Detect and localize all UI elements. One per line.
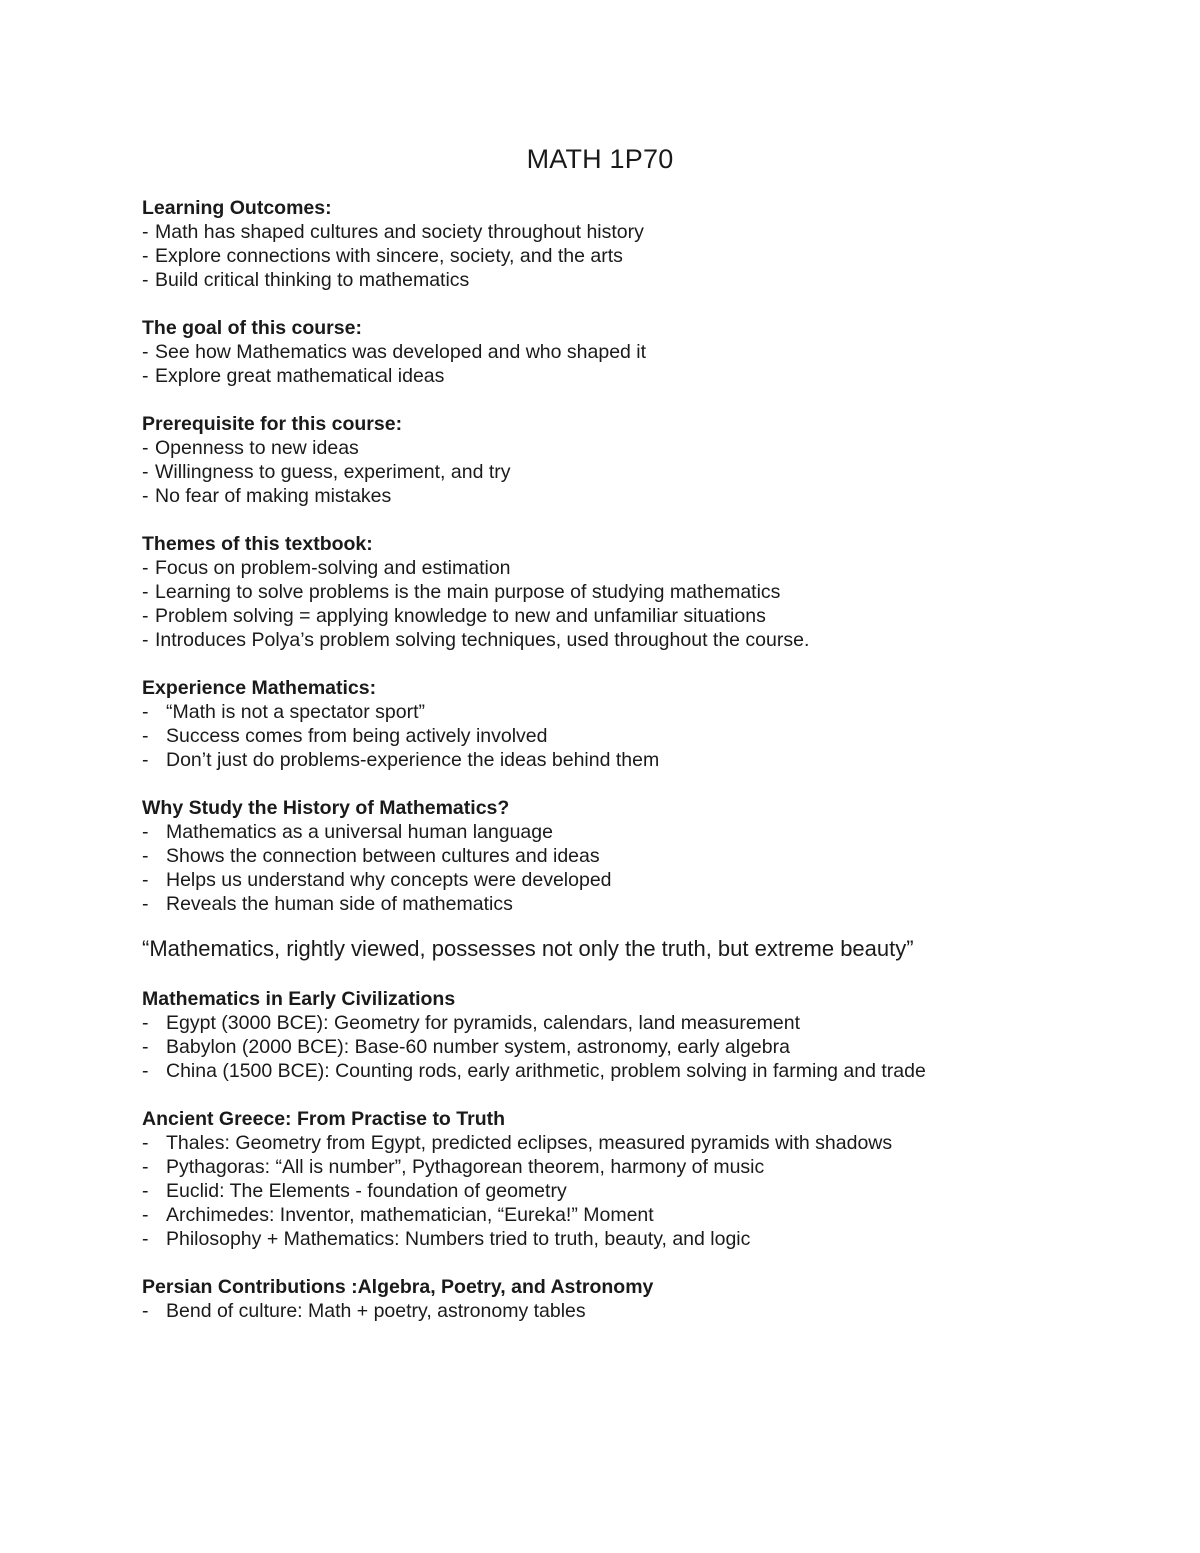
- bullet-list: [142, 1131, 1142, 1251]
- list-item: [142, 748, 1142, 772]
- list-item-text: Thales: Geometry from Egypt, predicted eclipses, measured pyramids with shadows: [166, 1132, 893, 1154]
- bullet-list: [142, 556, 1142, 652]
- list-item-text: Mathematics as a universal human language: [166, 821, 553, 843]
- bullet-list: [142, 436, 1142, 508]
- list-item-text: Willingness to guess, experiment, and try: [155, 461, 511, 483]
- bullet-dash: -: [142, 845, 149, 867]
- section-heading: Learning Outcomes:: [142, 197, 332, 219]
- bullet-dash: -: [142, 1300, 149, 1322]
- list-item: [142, 436, 1142, 460]
- list-item: [142, 604, 1142, 628]
- list-item-text: Math has shaped cultures and society throughout history: [155, 221, 644, 243]
- bullet-dash: -: [142, 1012, 149, 1034]
- list-item-text: Introduces Polya’s problem solving techniques, used throughout the course.: [155, 629, 810, 651]
- bullet-dash: -: [142, 1180, 149, 1202]
- list-item: [142, 1131, 1142, 1155]
- section-heading: Prerequisite for this course:: [142, 413, 403, 435]
- bullet-dash: -: [142, 1060, 149, 1082]
- list-item: [142, 1155, 1142, 1179]
- list-item-text: Don’t just do problems-experience the ideas behind them: [166, 749, 660, 771]
- list-item-text: Explore connections with sincere, society, and the arts: [155, 245, 623, 267]
- list-item-text: Explore great mathematical ideas: [155, 365, 445, 387]
- section-heading: Persian Contributions :Algebra, Poetry, and Astronomy: [142, 1276, 654, 1298]
- list-item: [142, 844, 1142, 868]
- bullet-list: [142, 220, 1142, 292]
- bullet-dash: -: [142, 581, 149, 603]
- document-body: [142, 196, 1142, 1347]
- list-item: [142, 724, 1142, 748]
- bullet-list: [142, 1011, 1142, 1083]
- bullet-dash: -: [142, 701, 149, 723]
- bullet-dash: -: [142, 821, 149, 843]
- list-item-text: No fear of making mistakes: [155, 485, 392, 507]
- list-item-text: Success comes from being actively involved: [166, 725, 548, 747]
- bullet-dash: -: [142, 1228, 149, 1250]
- section-experience-mathematics: [142, 676, 1142, 772]
- list-item-text: Shows the connection between cultures and ideas: [166, 845, 600, 867]
- section-why-study-history: [142, 796, 1142, 916]
- list-item-text: Learning to solve problems is the main purpose of studying mathematics: [155, 581, 781, 603]
- bullet-list: [142, 1299, 1142, 1323]
- bullet-dash: -: [142, 749, 149, 771]
- list-item: [142, 868, 1142, 892]
- section-ancient-greece: [142, 1107, 1142, 1251]
- bullet-dash: -: [142, 1204, 149, 1226]
- list-item: [142, 1011, 1142, 1035]
- list-item-text: Archimedes: Inventor, mathematician, “Eureka!” Moment: [166, 1204, 654, 1226]
- list-item-text: Egypt (3000 BCE): Geometry for pyramids, calendars, land measurement: [166, 1012, 801, 1034]
- list-item: [142, 1035, 1142, 1059]
- section-early-civilizations: [142, 987, 1142, 1083]
- list-item-text: See how Mathematics was developed and who shaped it: [155, 341, 647, 363]
- bullet-dash: -: [142, 245, 149, 267]
- list-item: [142, 1179, 1142, 1203]
- bullet-dash: -: [142, 1132, 149, 1154]
- section-heading: Why Study the History of Mathematics?: [142, 797, 510, 819]
- list-item-text: Philosophy + Mathematics: Numbers tried to truth, beauty, and logic: [166, 1228, 751, 1250]
- list-item-text: China (1500 BCE): Counting rods, early arithmetic, problem solving in farming and trade: [166, 1060, 926, 1082]
- list-item-text: Pythagoras: “All is number”, Pythagorean theorem, harmony of music: [166, 1156, 765, 1178]
- list-item: [142, 364, 1142, 388]
- list-item: [142, 484, 1142, 508]
- list-item-text: Openness to new ideas: [155, 437, 359, 459]
- list-item-text: Problem solving = applying knowledge to new and unfamiliar situations: [155, 605, 766, 627]
- bullet-dash: -: [142, 437, 149, 459]
- list-item-text: Euclid: The Elements - foundation of geometry: [166, 1180, 567, 1202]
- list-item: [142, 460, 1142, 484]
- section-heading: Ancient Greece: From Practise to Truth: [142, 1108, 506, 1130]
- list-item: [142, 556, 1142, 580]
- bullet-dash: -: [142, 629, 149, 651]
- bullet-dash: -: [142, 725, 149, 747]
- list-item: [142, 892, 1142, 916]
- bullet-list: [142, 340, 1142, 388]
- list-item: [142, 1299, 1142, 1323]
- list-item-text: “Math is not a spectator sport”: [166, 701, 426, 723]
- list-item: [142, 220, 1142, 244]
- list-item-text: Helps us understand why concepts were developed: [166, 869, 612, 891]
- bullet-dash: -: [142, 869, 149, 891]
- bullet-dash: -: [142, 557, 149, 579]
- section-course-goal: [142, 316, 1142, 388]
- list-item: [142, 1227, 1142, 1251]
- list-item: [142, 268, 1142, 292]
- list-item: [142, 820, 1142, 844]
- bullet-dash: -: [142, 461, 149, 483]
- bullet-dash: -: [142, 1036, 149, 1058]
- section-textbook-themes: [142, 532, 1142, 652]
- section-heading: Themes of this textbook:: [142, 533, 373, 555]
- bullet-dash: -: [142, 893, 149, 915]
- section-heading: The goal of this course:: [142, 317, 362, 339]
- page-title: MATH 1P70: [526, 144, 674, 174]
- section-prerequisite: [142, 412, 1142, 508]
- list-item: [142, 1203, 1142, 1227]
- list-item-text: Build critical thinking to mathematics: [155, 269, 470, 291]
- bullet-dash: -: [142, 1156, 149, 1178]
- quote: “Mathematics, rightly viewed, possesses not only the truth, but extreme beauty”: [142, 936, 914, 961]
- bullet-list: [142, 700, 1142, 772]
- bullet-dash: -: [142, 341, 149, 363]
- bullet-dash: -: [142, 605, 149, 627]
- list-item-text: Focus on problem-solving and estimation: [155, 557, 511, 579]
- list-item: [142, 340, 1142, 364]
- list-item: [142, 244, 1142, 268]
- section-heading: Mathematics in Early Civilizations: [142, 988, 456, 1010]
- list-item: [142, 700, 1142, 724]
- bullet-list: [142, 820, 1142, 916]
- list-item-text: Babylon (2000 BCE): Base-60 number system, astronomy, early algebra: [166, 1036, 790, 1058]
- list-item-text: Reveals the human side of mathematics: [166, 893, 513, 915]
- list-item: [142, 628, 1142, 652]
- list-item: [142, 1059, 1142, 1083]
- list-item: [142, 580, 1142, 604]
- list-item-text: Bend of culture: Math + poetry, astronomy tables: [166, 1300, 586, 1322]
- bullet-dash: -: [142, 269, 149, 291]
- section-persian-contributions: [142, 1275, 1142, 1323]
- section-heading: Experience Mathematics:: [142, 677, 377, 699]
- bullet-dash: -: [142, 365, 149, 387]
- bullet-dash: -: [142, 221, 149, 243]
- bullet-dash: -: [142, 485, 149, 507]
- section-learning-outcomes: [142, 196, 1142, 292]
